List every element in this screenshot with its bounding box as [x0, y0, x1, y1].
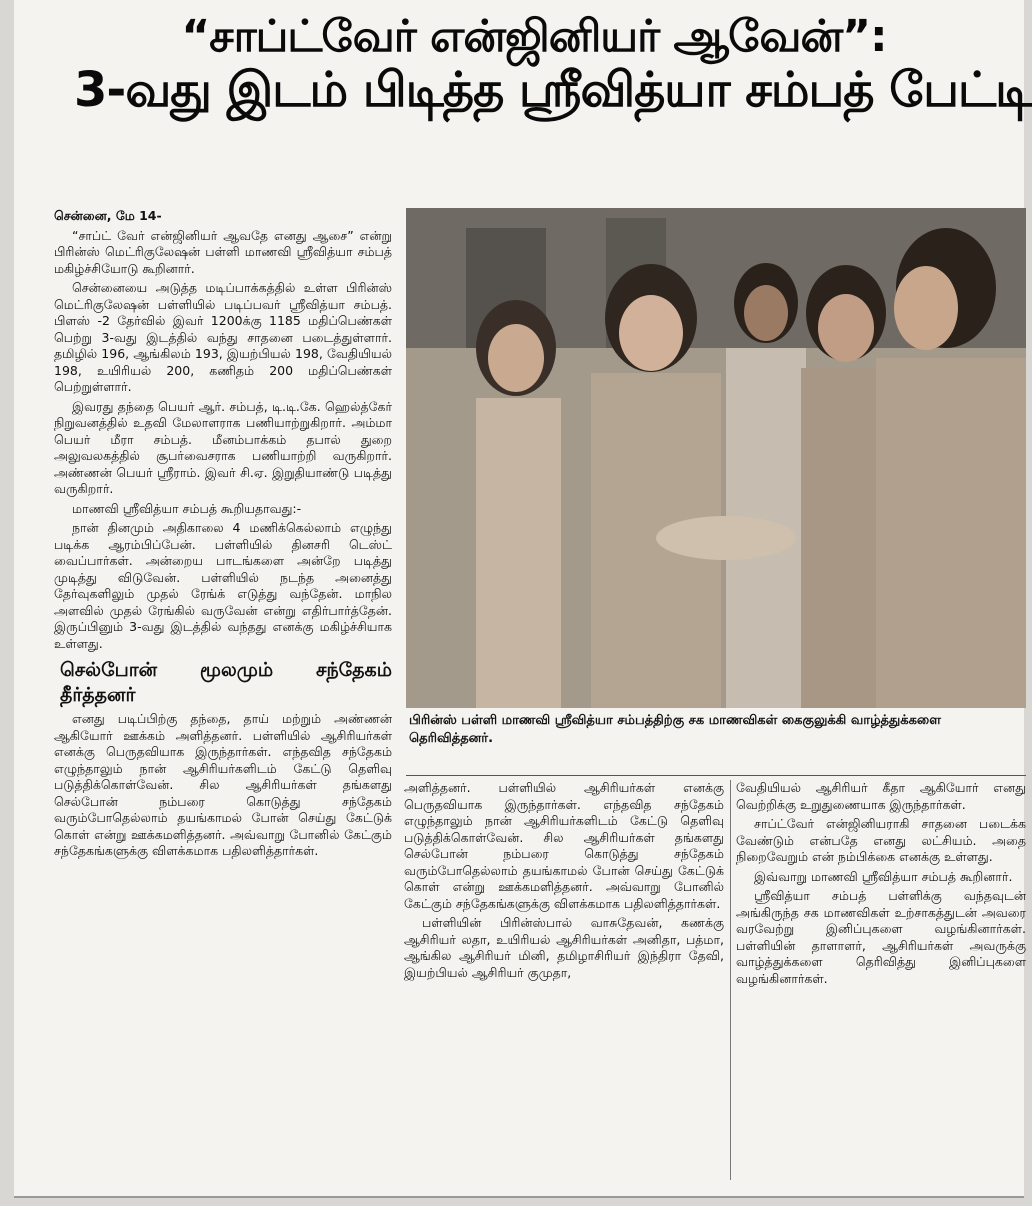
- paragraph-5: எனது படிப்பிற்கு தந்தை, தாய் மற்றும் அண்ணன் ஆகியோர் ஊக்கம் அளித்தனர். பள்ளியில் ஆசிரியர்கள் எனக்கு பெருதவியாக இருந்தார்கள். எந்தவித சந்தேகம் எழுந்தாலும் நான் ஆசிரியர்களிடம் கேட்டு தெளிவு படுத்திக்கொள்வேன். சில ஆசிரியர்கள் தங்களது செல்போன் நம்பரை கொடுத்து சந்தேகம் வரும்போதெல்லாம் தயங்காமல் போன் செய்து கேட்டுக் கொள் என்று ஊக்கமளித்தனர். அவ்வாறு போனில் கேட்கும் சந்தேகங்களுக்கு விளக்கமாக பதிலளித்தார்கள்.: [54, 711, 392, 859]
- article-column-2: [404, 780, 724, 984]
- dateline: சென்னை, மே 14-: [54, 208, 162, 223]
- paragraph-3: மாணவி ஸ்ரீவித்யா சம்பத் கூறியதாவது:-: [72, 500, 302, 516]
- photo-caption: பிரின்ஸ் பள்ளி மாணவி ஸ்ரீவித்யா சம்பத்திற்கு சக மாணவிகள் கைகுலுக்கி வாழ்த்துக்களை தெரிவித்தனர்.: [409, 713, 941, 747]
- paragraph-6-continued: வேதியியல் ஆசிரியர் கீதா ஆகியோர் எனது வெற்றிக்கு உறுதுணையாக இருந்தார்கள்.: [736, 780, 1026, 812]
- subheading: செல்போன் மூலமும் சந்தேகம் தீர்த்தனர்: [60, 659, 392, 706]
- column-divider: [730, 780, 731, 1180]
- paragraph-1: சென்னையை அடுத்த மடிப்பாக்கத்தில் உள்ள பிரின்ஸ் மெட்ரிகுலேஷன் பள்ளியில் படிப்பவர் ஸ்ரீவித்யா சம்பத். பிளஸ் -2 தேர்வில் இவர் 1200க்கு 1185 மதிப்பெண்கள் பெற்று 3-வது இடத்தில் வந்து சாதனை படைத்துள்ளார். தமிழில் 196, ஆங்கிலம் 193, இயற்பியல் 198, வேதியியல் 198, உயிரியல் 200, கணிதம் 200 மதிப்பெண்கள் பெற்றுள்ளார்.: [54, 280, 392, 394]
- article-column-1: [54, 208, 392, 859]
- paragraph-7: சாப்ட்வேர் என்ஜினியராகி சாதனை படைக்க வேண்டும் என்பதே எனது லட்சியம். அதை நிறைவேறும் என் நம்பிக்கை எனக்கு உள்ளது.: [736, 816, 1026, 864]
- caption-rule: [406, 775, 1026, 776]
- paragraph-2: இவரது தந்தை பெயர் ஆர். சம்பத், டி.டி.கே. ஹெல்த்கேர் நிறுவனத்தில் உதவி மேலாளராக பணியாற்றுகிறார். அம்மா பெயர் மீரா சம்பத். மீனம்பாக்கம் தபால் துறை அலுவலகத்தில் சூபர்வைசராக பணியாற்றி வருகிறார். அண்ணன் பெயர் ஸ்ரீராம். இவர் சி.ஏ. இறுதியாண்டு படித்து வருகிறார்.: [54, 398, 392, 496]
- paragraph-9: ஸ்ரீவித்யா சம்பத் பள்ளிக்கு வந்தவுடன் அங்கிருந்த சக மாணவிகள் உற்சாகத்துடன் அவரை வரவேற்று இனிப்புகளை வழங்கினார்கள். பள்ளியின் தாளாளர், ஆசிரியர்கள் அவருக்கு வாழ்த்துக்களை தெரிவித்து இனிப்புகளை வழங்கினார்கள்.: [736, 888, 1026, 986]
- headline-line-1: “சாப்ட்வேர் என்ஜினியர் ஆவேன்”:: [181, 11, 887, 62]
- paragraph-8: இவ்வாறு மாணவி ஸ்ரீவித்யா சம்பத் கூறினார்.: [754, 868, 1013, 884]
- students-photo-illustration: [406, 208, 1026, 708]
- lead-paragraph: “சாப்ட் வேர் என்ஜினியர் ஆவதே எனது ஆசை” என்று பிரின்ஸ் மெட்ரிகுலேஷன் பள்ளி மாணவி ஸ்ரீவித்யா சம்பத் மகிழ்ச்சியோடு கூறினார்.: [54, 227, 392, 276]
- newspaper-page: [14, 0, 1032, 1198]
- article-column-3: [736, 780, 1026, 990]
- article-photo: [406, 208, 1026, 708]
- paragraph-4: நான் தினமும் அதிகாலை 4 மணிக்கெல்லாம் எழுந்து படிக்க ஆரம்பிப்பேன். பள்ளியில் தினசரி டெஸ்ட் வைப்பார்கள். அன்றைய பாடங்களை அன்றே படித்து முடித்து விடுவேன். பள்ளியில் நடந்த அனைத்து தேர்வுகளிலும் முதல் ரேங்க் எடுத்து வந்தேன். மாநில அளவில் முதல் ரேங்கில் வருவேன் என்று எதிர்பார்த்தேன். இருப்பினும் 3-வது இடத்தில் வந்தது எனக்கு மகிழ்ச்சியாக உள்ளது.: [54, 520, 392, 651]
- headline: [54, 11, 1032, 118]
- headline-line-2: 3-வது இடம் பிடித்த ஸ்ரீவித்யா சம்பத் பேட்டி: [74, 61, 1032, 118]
- paragraph-6: பள்ளியின் பிரின்ஸ்பால் வாசுதேவன், கணக்கு ஆசிரியர் லதா, உயிரியல் ஆசிரியர்கள் அனிதா, பத்மா, ஆங்கில ஆசிரியர் மினி, தமிழாசிரியர் இந்திரா தேவி, இயற்பியல் ஆசிரியர் குமுதா,: [404, 915, 724, 980]
- paragraph-5-continued: அளித்தனர். பள்ளியில் ஆசிரியர்கள் எனக்கு பெருதவியாக இருந்தார்கள். எந்தவித சந்தேகம் எழுந்தாலும் நான் ஆசிரியர்களிடம் கேட்டு தெளிவு படுத்திக்கொள்வேன். சில ஆசிரியர்கள் தங்களது செல்போன் நம்பரை கொடுத்து சந்தேகம் வரும்போதெல்லாம் தயங்காமல் போன் செய்து கேட்டுக் கொள் என்று ஊக்கமளித்தனர். அவ்வாறு போனில் கேட்கும் சந்தேகங்களுக்கு விளக்கமாக பதிலளித்தார்கள்.: [404, 780, 724, 911]
